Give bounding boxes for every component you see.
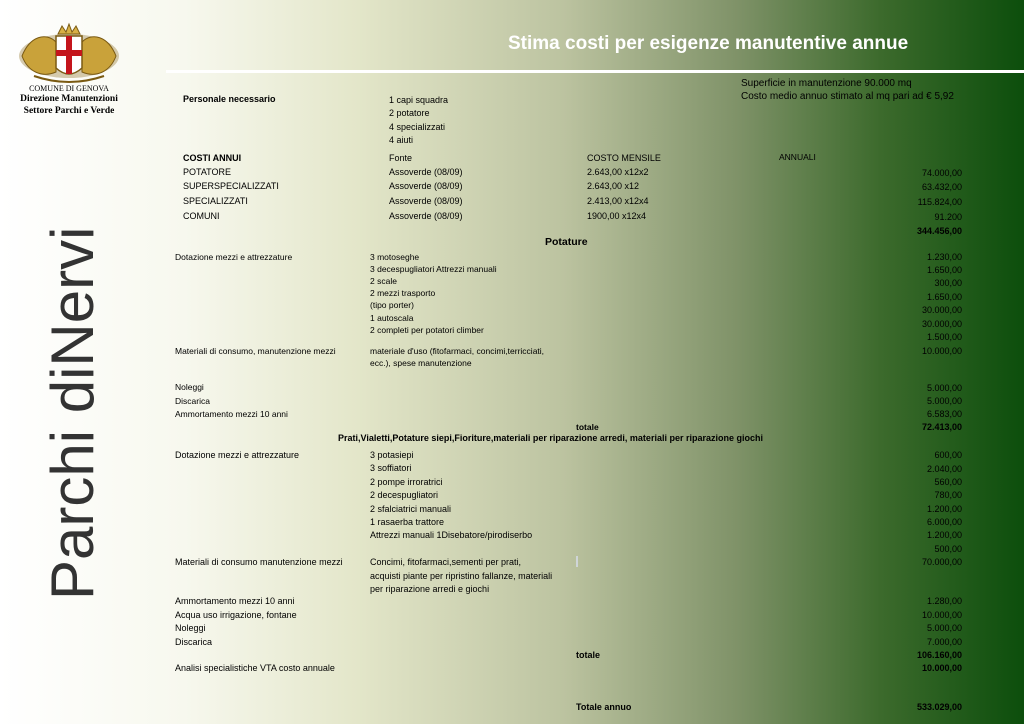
cost-row-source: Assoverde (08/09) xyxy=(389,211,463,221)
section2-equipment-item: 2 pompe irroratrici xyxy=(370,477,443,487)
potature-equipment-value: 1.650,00 xyxy=(926,265,962,275)
potature-equipment-item: 1 autoscala xyxy=(370,313,414,323)
potature-other-value: 6.583,00 xyxy=(926,409,962,419)
section2-equipment-item: 1 rasaerba trattore xyxy=(370,517,445,527)
section2-equipment-item: 2 decespugliatori xyxy=(370,490,439,500)
section2-other-label: Discarica xyxy=(175,637,213,647)
potature-equipment-item: 3 decespugliatori Attrezzi manuali xyxy=(370,264,497,274)
cost-row-monthly: 2.643,00 x12 xyxy=(587,181,640,191)
potature-materials-desc: ecc.), spese manutenzione xyxy=(370,358,472,368)
staff-item: 4 aiuti xyxy=(389,135,414,145)
grand-total-label: Totale annuo xyxy=(576,702,632,712)
section2-other-value: 7.000,00 xyxy=(926,637,962,647)
potature-total-label: totale xyxy=(576,422,599,432)
potature-equipment-item: 2 mezzi trasporto xyxy=(370,288,436,298)
cost-row-monthly: 1900,00 x12x4 xyxy=(587,211,647,221)
section2-equipment-value: 500,00 xyxy=(934,544,962,554)
potature-equipment-item: 2 scale xyxy=(370,276,397,286)
section2-materials-desc: Concimi, fitofarmaci,sementi per prati, xyxy=(370,557,522,567)
section2-materials-desc: per riparazione arredi e giochi xyxy=(370,584,490,594)
cost-row-annual: 115.824,00 xyxy=(917,197,962,207)
section2-other-value: 5.000,00 xyxy=(926,623,962,633)
cost-row-monthly: 2.643,00 x12x2 xyxy=(587,167,649,177)
header-divider xyxy=(166,70,1024,73)
section2-equipment-value: 1.200,00 xyxy=(926,530,962,540)
costs-header-annual: ANNUALI xyxy=(779,152,816,162)
grand-total: 533.029,00 xyxy=(916,702,962,712)
potature-equipment-value: 1.650,00 xyxy=(926,292,962,302)
vta-value: 10.000,00 xyxy=(921,663,962,673)
staff-item: 2 potatore xyxy=(389,108,430,118)
potature-other-label: Ammortamento mezzi 10 anni xyxy=(175,409,288,419)
staff-item: 4 specializzati xyxy=(389,122,446,132)
surface-info: Superficie in manutenzione 90.000 mq xyxy=(741,78,912,89)
costs-header-monthly: COSTO MENSILE xyxy=(587,153,661,163)
cost-per-sqm-info: Costo medio annuo stimato al mq pari ad € 5,92 xyxy=(741,91,954,102)
section2-other-value: 10.000,00 xyxy=(921,610,962,620)
potature-equipment-item: (tipo porter) xyxy=(370,300,414,310)
vta-label: Analisi specialistiche VTA costo annuale xyxy=(175,663,335,673)
section2-other-label: Acqua uso irrigazione, fontane xyxy=(175,610,297,620)
potature-equipment-item: 2 completi per potatori climber xyxy=(370,325,484,335)
organization-label xyxy=(12,84,126,117)
cost-row-category: COMUNI xyxy=(183,211,220,221)
potature-materials-label: Materiali di consumo, manutenzione mezzi xyxy=(175,346,336,356)
section2-materials-desc: acquisti piante per ripristino fallanze, materiali xyxy=(370,571,553,581)
cost-row-category: SUPERSPECIALIZZATI xyxy=(183,181,279,191)
cost-row-annual: 63.432,00 xyxy=(921,182,962,192)
section2-other-label: Noleggi xyxy=(175,623,206,633)
section2-equipment-value: 560,00 xyxy=(934,477,962,487)
cost-row-source: Assoverde (08/09) xyxy=(389,181,463,191)
potature-equipment-value: 300,00 xyxy=(934,278,962,288)
org-line-3: Settore Parchi e Verde xyxy=(23,106,115,116)
potature-materials-value: 10.000,00 xyxy=(921,346,962,356)
potature-equipment-value: 1.500,00 xyxy=(926,332,962,342)
potature-other-value: 5.000,00 xyxy=(926,396,962,406)
cost-row-source: Assoverde (08/09) xyxy=(389,196,463,206)
section2-equipment-value: 6.000,00 xyxy=(926,517,962,527)
side-title: Parchi diNervi xyxy=(39,226,106,600)
section2-other-value: 1.280,00 xyxy=(926,596,962,606)
section2-other-label: Ammortamento mezzi 10 anni xyxy=(175,596,295,606)
potature-other-value: 5.000,00 xyxy=(926,383,962,393)
cost-row-annual: 74.000,00 xyxy=(921,168,962,178)
staff-item: 1 capi squadra xyxy=(389,95,449,105)
potature-other-label: Noleggi xyxy=(175,382,204,392)
section2-equipment-item: 3 soffiatori xyxy=(370,463,412,473)
section2-equipment-item: Attrezzi manuali 1Disebatore/pirodiserbo xyxy=(370,530,533,540)
page-title: Stima costi per esigenze manutentive annue xyxy=(508,33,909,54)
org-line-2: Direzione Manutenzioni xyxy=(20,94,118,104)
cost-row-category: SPECIALIZZATI xyxy=(183,196,248,206)
potature-equipment-value: 1.230,00 xyxy=(926,252,962,262)
cost-row-source: Assoverde (08/09) xyxy=(389,167,463,177)
section2-heading: Prati,Vialetti,Potature siepi,Fioriture,materiali per riparazione arredi, materiali per riparazione giochi xyxy=(338,433,763,443)
potature-total: 72.413,00 xyxy=(921,422,962,432)
cost-row-category: POTATORE xyxy=(183,167,232,177)
section2-materials-label: Materiali di consumo manutenzione mezzi xyxy=(175,557,343,567)
section2-equipment-value: 780,00 xyxy=(934,490,962,500)
section2-equipment-label: Dotazione mezzi e attrezzature xyxy=(175,450,300,460)
org-line-1: COMUNE DI GENOVA xyxy=(29,84,109,93)
section2-materials-value: 70.000,00 xyxy=(921,557,962,567)
potature-materials-desc: materiale d'uso (fitofarmaci, concimi,terricciati, xyxy=(370,346,545,356)
potature-equipment-value: 30.000,00 xyxy=(921,305,962,315)
coat-of-arms-logo xyxy=(12,22,126,86)
section2-total: 106.160,00 xyxy=(916,650,962,660)
potature-heading: Potature xyxy=(545,236,588,248)
costs-header-category: COSTI ANNUI xyxy=(183,153,242,163)
section2-equipment-value: 600,00 xyxy=(934,450,962,460)
cost-row-monthly: 2.413,00 x12x4 xyxy=(587,196,649,206)
costs-total: 344.456,00 xyxy=(916,226,962,236)
potature-equipment-label: Dotazione mezzi e attrezzature xyxy=(175,252,293,262)
section2-equipment-item: 3 potasiepi xyxy=(370,450,414,460)
section2-total-label: totale xyxy=(576,650,601,660)
cell-marker xyxy=(576,556,578,567)
potature-other-label: Discarica xyxy=(175,396,210,406)
staff-label: Personale necessario xyxy=(183,94,276,104)
potature-equipment-item: 3 motoseghe xyxy=(370,252,420,262)
costs-header-source: Fonte xyxy=(389,153,413,163)
section2-equipment-value: 2.040,00 xyxy=(926,464,962,474)
potature-equipment-value: 30.000,00 xyxy=(921,319,962,329)
cost-row-annual: 91.200 xyxy=(934,212,962,222)
section2-equipment-value: 1.200,00 xyxy=(926,504,962,514)
section2-equipment-item: 2 sfalciatrici manuali xyxy=(370,504,452,514)
